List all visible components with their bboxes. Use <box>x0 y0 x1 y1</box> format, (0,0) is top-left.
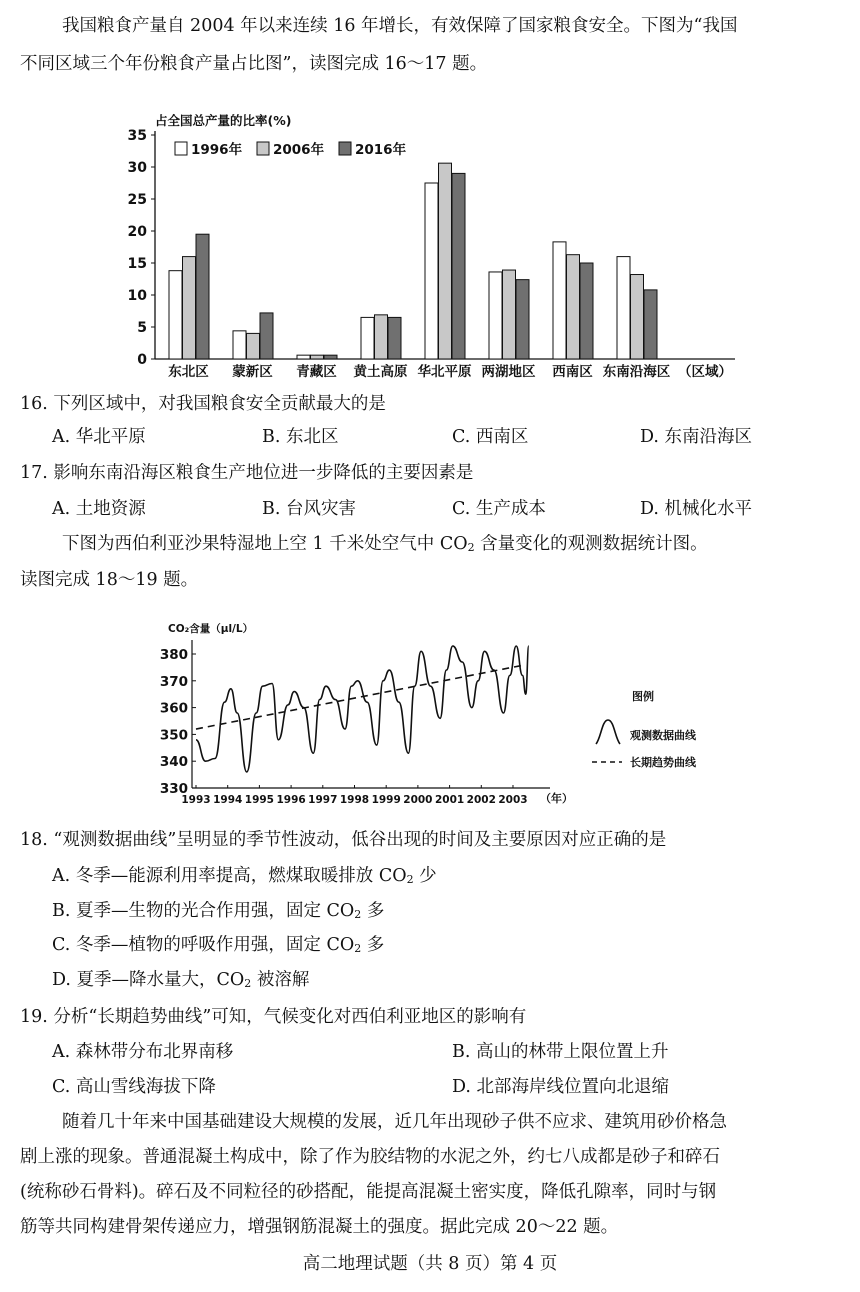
bar-y-tick-label: 10 <box>127 288 147 304</box>
q16-option-d: D. 东南沿海区 <box>640 427 753 447</box>
q18-a-subscript: 2 <box>406 873 414 886</box>
intro1-line1: 我国粮食产量自 2004 年以来连续 16 年增长，有效保障了国家粮食安全。下图为“我国 <box>62 16 738 36</box>
bar-2-1 <box>311 355 324 359</box>
bar-2-0 <box>297 355 310 359</box>
co2-y-tick-label: 340 <box>160 754 188 771</box>
q16-option-c: C. 西南区 <box>452 427 529 447</box>
q18-option-b-tail: 多 <box>361 901 385 921</box>
bar-0-2 <box>196 234 209 359</box>
bar-category-label: 东南沿海区 <box>602 364 671 380</box>
bar-6-1 <box>567 255 580 359</box>
co2-subscript: 2 <box>467 541 475 554</box>
bar-6-2 <box>580 263 593 359</box>
bar-legend-swatch <box>175 142 187 155</box>
bar-category-label: 青藏区 <box>296 364 337 380</box>
co2-legend-title: 图例 <box>632 690 654 703</box>
bar-y-tick-label: 0 <box>137 352 147 368</box>
bar-7-0 <box>617 257 630 359</box>
co2-y-tick-label: 380 <box>160 647 188 663</box>
co2-x-tick-label: 1998 <box>339 794 370 806</box>
bar-y-tick-label: 20 <box>127 224 147 240</box>
q18-option-c-text: C. 冬季—植物的呼吸作用强，固定 CO <box>52 935 355 955</box>
bar-2-2 <box>324 355 337 359</box>
bar-4-0 <box>425 183 438 359</box>
q16-option-b: B. 东北区 <box>262 427 339 447</box>
bar-1-2 <box>260 313 273 359</box>
bar-0-1 <box>183 257 196 359</box>
co2-y-tick-label: 370 <box>160 673 188 690</box>
q18-option-b-text: B. 夏季—生物的光合作用强，固定 CO <box>52 901 355 921</box>
q18-option-a-text: A. 冬季—能源利用率提高，燃煤取暖排放 CO <box>52 866 407 886</box>
bar-1-0 <box>233 331 246 359</box>
q18-option-c-tail: 多 <box>361 935 385 955</box>
q18-option-d <box>52 968 309 996</box>
bar-y-axis-label: 占全国总产量的比率(%) <box>155 113 292 128</box>
co2-y-tick-label: 330 <box>160 781 188 797</box>
q18-b-subscript: 2 <box>354 908 362 921</box>
co2-observed-curve <box>196 646 529 772</box>
bar-category-label: 东北区 <box>168 364 209 380</box>
q18-option-d-text: D. 夏季—降水量大，CO <box>52 970 245 990</box>
co2-x-tick-label: 1993 <box>181 794 211 806</box>
co2-x-tick-label: 1999 <box>371 794 401 806</box>
co2-x-tick-label: 2003 <box>498 794 528 806</box>
q18-option-a <box>52 864 437 892</box>
bar-legend-swatch <box>339 142 351 155</box>
bar-5-2 <box>516 280 529 359</box>
bar-4-1 <box>439 163 452 359</box>
q19-stem: 19. 分析“长期趋势曲线”可知，气候变化对西伯利亚地区的影响有 <box>20 1007 527 1027</box>
bar-legend-label: 2006年 <box>273 142 325 158</box>
bar-x-axis-label: （区域） <box>678 364 732 380</box>
co2-y-tick-label: 350 <box>160 727 188 744</box>
q16-option-a: A. 华北平原 <box>52 427 146 447</box>
bar-category-label: 黄土高原 <box>353 364 408 380</box>
bar-category-label: 西南区 <box>552 364 593 380</box>
intro2-line1 <box>62 532 708 560</box>
intro2-line2: 读图完成 18～19 题。 <box>20 570 199 590</box>
q18-option-d-tail: 被溶解 <box>251 970 310 990</box>
q18-option-b <box>52 899 384 927</box>
bar-7-2 <box>644 290 657 359</box>
q19-option-d: D. 北部海岸线位置向北退缩 <box>452 1077 670 1097</box>
co2-line-chart <box>160 610 720 820</box>
intro3-line1: 随着几十年来中国基础建设大规模的发展，近几年出现砂子供不应求、建筑用砂价格急 <box>62 1112 727 1132</box>
q19-option-c: C. 高山雪线海拔下降 <box>52 1077 216 1097</box>
q16-stem: 16. 下列区域中，对我国粮食安全贡献最大的是 <box>20 394 386 414</box>
co2-x-tick-label: 1997 <box>308 794 338 806</box>
co2-legend-curve-symbol <box>596 720 620 744</box>
co2-x-tick-label: 2002 <box>466 794 496 806</box>
bar-legend-label: 2016年 <box>355 142 407 158</box>
co2-legend-observed: 观测数据曲线 <box>630 729 696 742</box>
q19-option-b: B. 高山的林带上限位置上升 <box>452 1042 669 1062</box>
page-footer: 高二地理试题（共 8 页）第 4 页 <box>302 1254 558 1274</box>
bar-y-tick-label: 15 <box>127 256 147 272</box>
bar-y-tick-label: 30 <box>127 160 147 176</box>
bar-y-tick-label: 35 <box>127 128 147 144</box>
co2-x-axis-label: （年） <box>540 792 573 805</box>
bar-5-0 <box>489 272 502 359</box>
intro3-line2: 剧上涨的现象。普通混凝土构成中，除了作为胶结物的水泥之外，约七八成都是砂子和碎石 <box>20 1147 720 1167</box>
co2-x-tick-label: 2000 <box>403 794 433 806</box>
intro2-line1-c: 含量变化的观测数据统计图。 <box>474 534 708 554</box>
q17-stem: 17. 影响东南沿海区粮食生产地位进一步降低的主要因素是 <box>20 463 474 483</box>
co2-x-tick-label: 1995 <box>244 794 275 806</box>
bar-0-0 <box>169 271 182 359</box>
q17-option-b: B. 台风灾害 <box>262 499 356 519</box>
q18-c-subscript: 2 <box>354 942 362 955</box>
co2-trend-line <box>196 665 526 729</box>
bar-category-label: 蒙新区 <box>232 364 273 380</box>
bar-y-tick-label: 25 <box>127 192 147 208</box>
q19-option-a: A. 森林带分布北界南移 <box>52 1042 234 1062</box>
bar-1-1 <box>247 333 260 359</box>
intro3-line4: 筋等共同构建骨架传递应力，增强钢筋混凝土的强度。据此完成 20～22 题。 <box>20 1217 619 1237</box>
q17-option-d: D. 机械化水平 <box>640 499 753 519</box>
co2-y-axis-label: CO₂含量（μl/L） <box>168 623 254 635</box>
bar-5-1 <box>503 270 516 359</box>
bar-4-2 <box>452 173 465 359</box>
intro3-line3: (统称砂石骨料)。碎石及不同粒径的砂搭配，能提高混凝土密实度，降低孔隙率，同时与钢 <box>20 1182 717 1202</box>
bar-6-0 <box>553 242 566 359</box>
bar-3-2 <box>388 317 401 359</box>
bar-3-1 <box>375 315 388 359</box>
bar-y-tick-label: 5 <box>137 320 147 336</box>
bar-3-0 <box>361 317 374 359</box>
co2-legend-trend: 长期趋势曲线 <box>630 756 696 769</box>
co2-x-tick-label: 1994 <box>213 794 243 806</box>
q18-option-a-tail: 少 <box>413 866 437 886</box>
bar-category-label: 华北平原 <box>417 364 472 380</box>
q17-option-c: C. 生产成本 <box>452 499 546 519</box>
q17-option-a: A. 土地资源 <box>52 499 146 519</box>
bar-legend-label: 1996年 <box>191 142 243 158</box>
co2-x-tick-label: 2001 <box>434 794 465 806</box>
co2-y-tick-label: 360 <box>160 700 188 717</box>
q18-stem: 18. “观测数据曲线”呈明显的季节性波动，低谷出现的时间及主要原因对应正确的是 <box>20 830 667 850</box>
co2-x-tick-label: 1996 <box>276 794 306 806</box>
bar-category-label: 两湖地区 <box>481 364 536 380</box>
bar-7-1 <box>631 275 644 359</box>
q18-option-c <box>52 933 384 961</box>
grain-share-bar-chart <box>100 105 760 385</box>
bar-legend-swatch <box>257 142 269 155</box>
q18-d-subscript: 2 <box>244 977 252 990</box>
intro1-line2: 不同区域三个年份粮食产量占比图”，读图完成 16～17 题。 <box>20 54 488 74</box>
intro2-line1-a: 下图为西伯利亚沙果特湿地上空 1 千米处空气中 CO <box>62 534 468 554</box>
